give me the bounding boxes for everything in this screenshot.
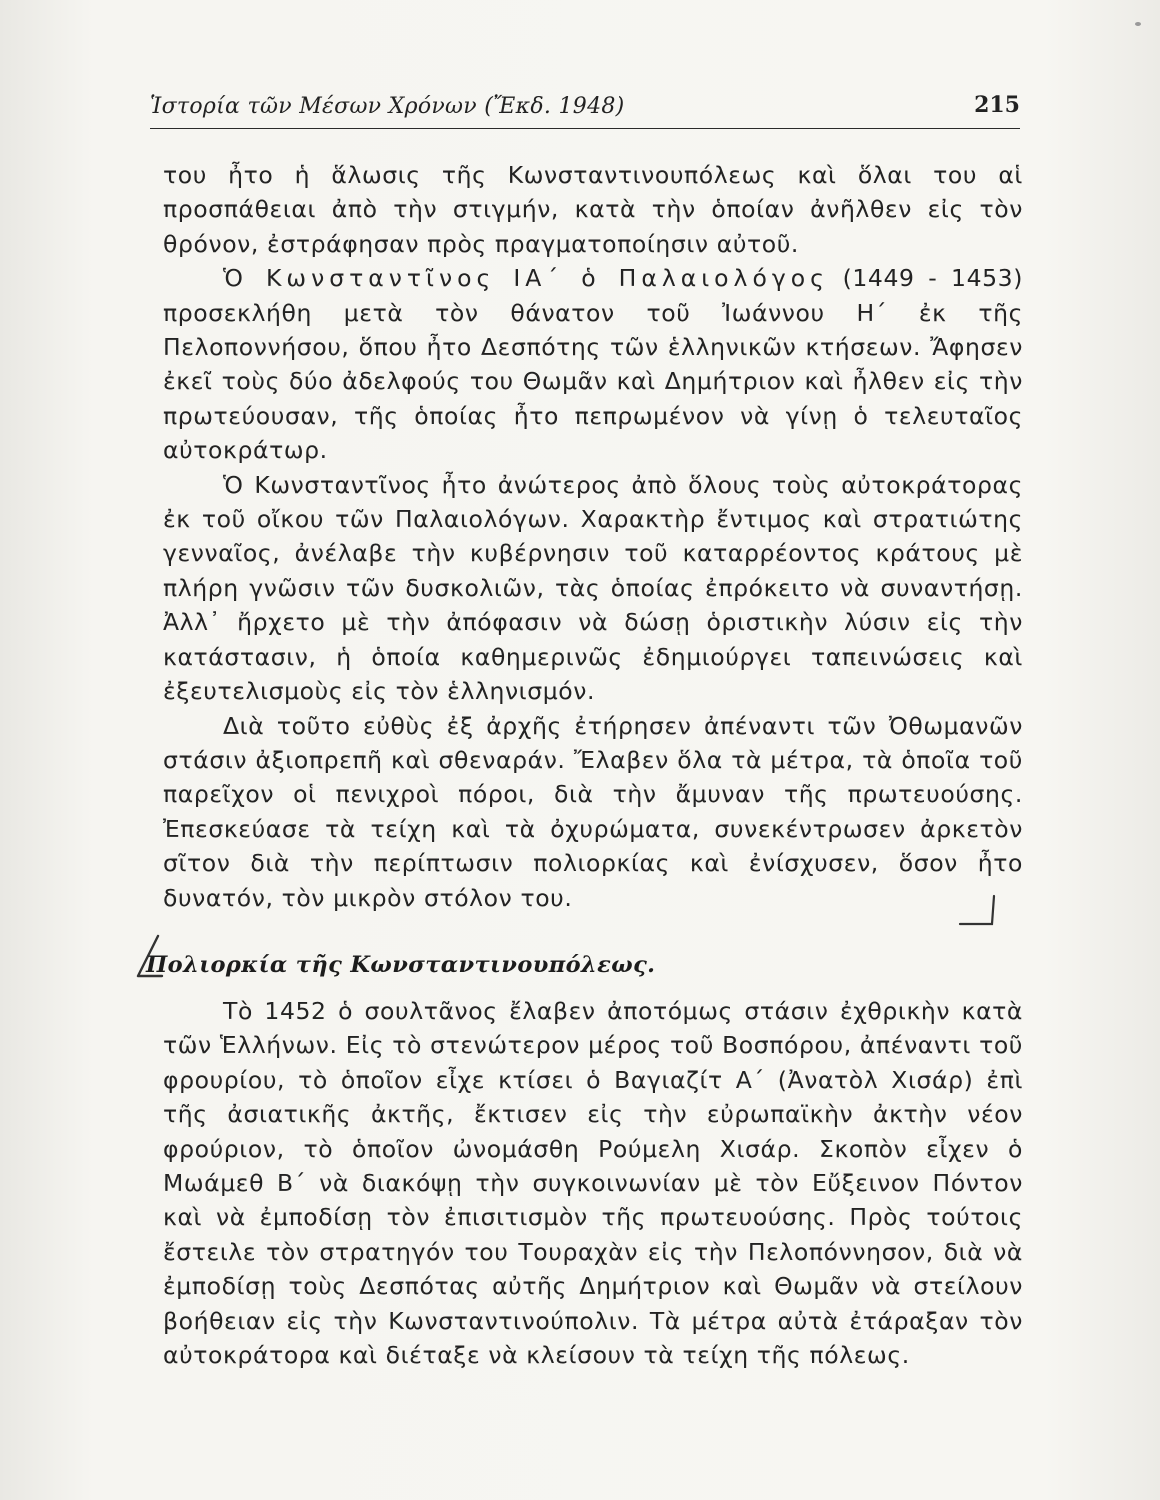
- paragraph-1: [163, 158, 1023, 261]
- section-text: [163, 994, 1023, 1372]
- emphasized-name: Ὁ Κωνσταντῖνος ΙΑ΄ ὁ Παλαιολόγος: [223, 264, 829, 293]
- paragraph-4-text: Διὰ τοῦτο εὐθὺς ἐξ ἀρχῆς ἐτήρησεν ἀπέναντι τῶν Ὀθωμανῶν στάσιν ἀξιοπρεπῆ καὶ σθεναράν. Ἔλαβεν ὅλα τὰ μέτρα, τὰ ὁποῖα τοῦ παρεῖχον οἱ πενιχροὶ πόροι, διὰ τὴν ἄμυναν τῆς πρωτευούσης. Ἐπεσκεύασε τὰ τείχη καὶ τὰ ὀχυρώματα, συνεκέντρωσεν ἀρκετὸν σῖτον διὰ τὴν περίπτωσιν πολιορκίας καὶ ἐνίσχυσεν, ὅσον ἦτο δυνατόν, τὸν μικρὸν στόλον του.: [163, 711, 1023, 912]
- running-title: Ἱστορία τῶν Μέσων Χρόνων (Ἔκδ. 1948): [150, 94, 625, 119]
- section-heading: Πολιορκία τῆς Κωνσταντινουπόλεως.: [146, 952, 656, 978]
- paragraph-3-text: Ὁ Κωνσταντῖνος ἦτο ἀνώτερος ἀπὸ ὅλους τοὺς αὐτοκράτορας ἐκ τοῦ οἴκου τῶν Παλαιολόγων. Χαρακτὴρ ἔντιμος καὶ στρατιώτης γενναῖος, ἀνέλαβε τὴν κυβέρνησιν τοῦ καταρρέοντος κράτους μὲ πλήρη γνῶσιν τῶν δυσκολιῶν, τὰς ὁποίας ἐπρόκειτο νὰ συναντήσῃ. Ἀλλ᾽ ἤρχετο μὲ τὴν ἀπόφασιν νὰ δώσῃ ὁριστικὴν λύσιν εἰς τὴν κατάστασιν, ἡ ὁποία καθημερινῶς ἐδημιούργει ταπεινώσεις καὶ ἐξευτελισμοὺς εἰς τὸν ἑλληνισμόν.: [163, 470, 1023, 706]
- page-number: 215: [974, 92, 1020, 118]
- scan-speck: [1135, 22, 1141, 26]
- section-paragraph: Τὸ 1452 ὁ σουλτᾶνος ἔλαβεν ἀποτόμως στάσιν ἐχθρικὴν κατὰ τῶν Ἑλλήνων. Εἰς τὸ στενώτερον μέρος τοῦ Βοσπόρου, ἀπέναντι τοῦ φρουρίου, τὸ ὁποῖον εἶχε κτίσει ὁ Βαγιαζίτ Α΄ (Ἀνατὸλ Χισάρ) ἐπὶ τῆς ἀσιατικῆς ἀκτῆς, ἔκτισεν εἰς τὴν εὐρωπαϊκὴν ἀκτὴν νέον φρούριον, τὸ ὁποῖον ὠνομάσθη Ρούμελη Χισάρ. Σκοπὸν εἶχεν ὁ Μωάμεθ Β΄ νὰ διακόψῃ τὴν συγκοινωνίαν μὲ τὸν Εὔξεινον Πόντον καὶ νὰ ἐμποδίσῃ τὸν ἐπισιτισμὸν τῆς πρωτευούσης. Πρὸς τούτοις ἔστειλε τὸν στρατηγόν του Τουραχὰν εἰς τὴν Πελοπόννησον, διὰ νὰ ἐμποδίσῃ τοὺς Δεσπότας αὐτῆς Δημήτριον καὶ Θωμᾶν νὰ στείλουν βοήθειαν εἰς τὴν Κωνσταντινούπολιν. Τὰ μέτρα αὐτὰ ἐτάραξαν τὸν αὐτοκράτορα καὶ διέταξε νὰ κλείσουν τὰ τείχη τῆς πόλεως.: [163, 997, 1023, 1370]
- paragraph-4: [163, 709, 1023, 915]
- paragraph-2-text: (1449 - 1453) προσεκλήθη μετὰ τὸν θάνατον τοῦ Ἰωάννου Η΄ ἐκ τῆς Πελοποννήσου, ὅπου ἦτο Δεσπότης τῶν ἑλληνικῶν κτήσεων. Ἄφησεν ἐκεῖ τοὺς δύο ἀδελφούς του Θωμᾶν καὶ Δημήτριον καὶ ἦλθεν εἰς τὴν πρωτεύουσαν, τῆς ὁποίας ἦτο πεπρωμένον νὰ γίνῃ ὁ τελευταῖος αὐτοκράτωρ.: [163, 264, 1023, 465]
- paragraph-2: [163, 261, 1023, 467]
- paragraph-3: [163, 468, 1023, 709]
- paragraph-1-text: του ἦτο ἡ ἅλωσις τῆς Κωνσταντινουπόλεως καὶ ὅλαι του αἱ προσπάθειαι ἀπὸ τὴν στιγμήν, κατὰ τὴν ὁποίαν ἀνῆλθεν εἰς τὸν θρόνον, ἐστράφησαν πρὸς πραγματοποίησιν αὐτοῦ.: [163, 161, 1023, 258]
- main-text: [163, 158, 1023, 915]
- running-head: [150, 92, 1020, 129]
- bracket-mark-icon: [940, 888, 1010, 938]
